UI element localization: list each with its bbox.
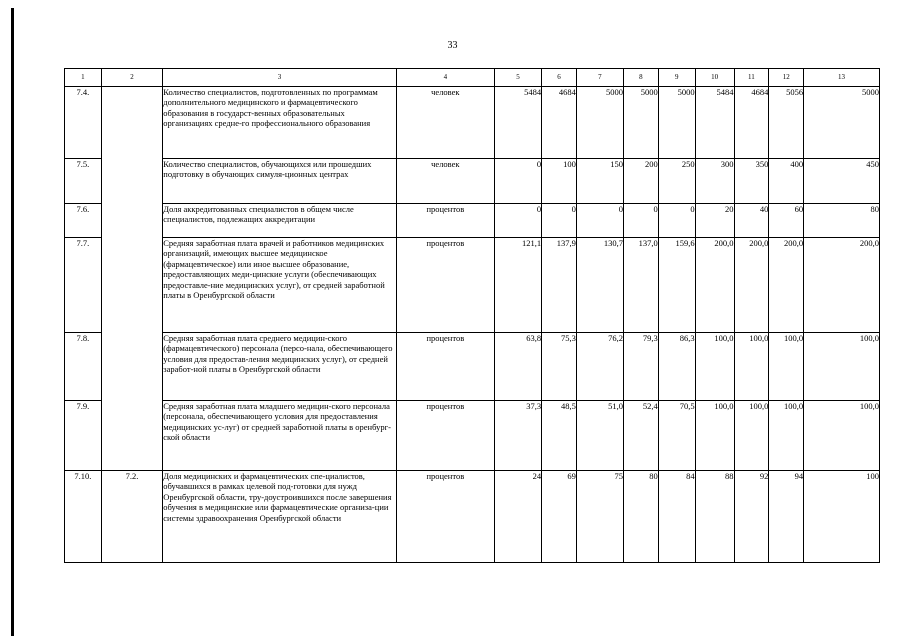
row-number: 7.6. bbox=[65, 204, 102, 238]
value-cell: 94 bbox=[769, 471, 804, 563]
value-cell: 80 bbox=[623, 471, 658, 563]
value-cell: 100 bbox=[542, 159, 577, 204]
indicator-description: Доля медицинских и фармацевтических спе-циалистов, обучавшихся в рамках целевой под-готовки для нужд Оренбургской области, тру-доустроившихся после завершения обучения в медицинские или фармацевтические организа-ции системы здравоохранения Оренбургской области bbox=[163, 471, 396, 563]
value-cell: 100,0 bbox=[695, 333, 734, 401]
row-number: 7.8. bbox=[65, 333, 102, 401]
value-cell: 0 bbox=[658, 204, 695, 238]
indicator-description: Средняя заработная плата врачей и работников медицинских организаций, имеющих высшее медицинское (фармацевтическое) или иное высшее образование, предоставляющих меди-цинские услуги (обеспечивающих предоставле-ние медицинских услуг), от средней заработной платы в Оренбургской области bbox=[163, 238, 396, 333]
value-cell: 0 bbox=[576, 204, 623, 238]
value-cell: 150 bbox=[576, 159, 623, 204]
value-cell: 100,0 bbox=[734, 333, 769, 401]
value-cell: 88 bbox=[695, 471, 734, 563]
value-cell: 80 bbox=[804, 204, 880, 238]
value-cell: 5484 bbox=[494, 87, 541, 159]
header-cell: 2 bbox=[101, 69, 162, 87]
row-number: 7.5. bbox=[65, 159, 102, 204]
row-number: 7.9. bbox=[65, 401, 102, 471]
unit-cell: процентов bbox=[396, 333, 494, 401]
indicators-table bbox=[64, 68, 880, 563]
value-cell: 100,0 bbox=[769, 333, 804, 401]
value-cell: 5000 bbox=[658, 87, 695, 159]
value-cell: 5000 bbox=[623, 87, 658, 159]
table-row bbox=[65, 238, 880, 333]
value-cell: 130,7 bbox=[576, 238, 623, 333]
value-cell: 20 bbox=[695, 204, 734, 238]
value-cell: 86,3 bbox=[658, 333, 695, 401]
value-cell: 0 bbox=[542, 204, 577, 238]
unit-cell: человек bbox=[396, 159, 494, 204]
row-number: 7.4. bbox=[65, 87, 102, 159]
value-cell: 4684 bbox=[542, 87, 577, 159]
value-cell: 5000 bbox=[576, 87, 623, 159]
ref-number bbox=[101, 87, 162, 471]
header-cell: 5 bbox=[494, 69, 541, 87]
value-cell: 137,9 bbox=[542, 238, 577, 333]
table-row bbox=[65, 204, 880, 238]
value-cell: 100 bbox=[804, 471, 880, 563]
value-cell: 200 bbox=[623, 159, 658, 204]
value-cell: 100,0 bbox=[804, 333, 880, 401]
value-cell: 75 bbox=[576, 471, 623, 563]
value-cell: 400 bbox=[769, 159, 804, 204]
value-cell: 250 bbox=[658, 159, 695, 204]
header-row bbox=[65, 69, 880, 87]
value-cell: 200,0 bbox=[695, 238, 734, 333]
header-cell: 7 bbox=[576, 69, 623, 87]
value-cell: 70,5 bbox=[658, 401, 695, 471]
header-cell: 6 bbox=[542, 69, 577, 87]
table-row bbox=[65, 471, 880, 563]
value-cell: 69 bbox=[542, 471, 577, 563]
table-row bbox=[65, 333, 880, 401]
value-cell: 450 bbox=[804, 159, 880, 204]
value-cell: 159,6 bbox=[658, 238, 695, 333]
value-cell: 75,3 bbox=[542, 333, 577, 401]
header-cell: 1 bbox=[65, 69, 102, 87]
value-cell: 92 bbox=[734, 471, 769, 563]
value-cell: 100,0 bbox=[804, 401, 880, 471]
table-row bbox=[65, 401, 880, 471]
indicator-description: Средняя заработная плата среднего медицин-ского (фармацевтического) персонала (персо-нала, обеспечивающего условия для предостав-ления медицинских услуг), от средней заработ-ной платы в Оренбургской области bbox=[163, 333, 396, 401]
value-cell: 100,0 bbox=[734, 401, 769, 471]
value-cell: 137,0 bbox=[623, 238, 658, 333]
page-binding-bar bbox=[11, 8, 14, 636]
value-cell: 5484 bbox=[695, 87, 734, 159]
unit-cell: процентов bbox=[396, 238, 494, 333]
header-cell: 4 bbox=[396, 69, 494, 87]
value-cell: 200,0 bbox=[769, 238, 804, 333]
indicator-description: Количество специалистов, подготовленных по программам дополнительного медицинского и фармацевтического образования в государст-венных образовательных организациях средне-го профессионального образования bbox=[163, 87, 396, 159]
value-cell: 0 bbox=[494, 204, 541, 238]
value-cell: 48,5 bbox=[542, 401, 577, 471]
value-cell: 0 bbox=[494, 159, 541, 204]
header-cell: 10 bbox=[695, 69, 734, 87]
value-cell: 121,1 bbox=[494, 238, 541, 333]
row-number: 7.10. bbox=[65, 471, 102, 563]
value-cell: 63,8 bbox=[494, 333, 541, 401]
value-cell: 4684 bbox=[734, 87, 769, 159]
value-cell: 100,0 bbox=[769, 401, 804, 471]
value-cell: 52,4 bbox=[623, 401, 658, 471]
value-cell: 51,0 bbox=[576, 401, 623, 471]
header-cell: 13 bbox=[804, 69, 880, 87]
header-cell: 11 bbox=[734, 69, 769, 87]
value-cell: 200,0 bbox=[734, 238, 769, 333]
value-cell: 100,0 bbox=[695, 401, 734, 471]
header-cell: 8 bbox=[623, 69, 658, 87]
indicator-description: Средняя заработная плата младшего медицин-ского персонала (персонала, обеспечивающего условия для предоставления медицинских ус-луг) от средней заработной платы в оренбург-ской области bbox=[163, 401, 396, 471]
unit-cell: процентов bbox=[396, 401, 494, 471]
table-row bbox=[65, 159, 880, 204]
unit-cell: человек bbox=[396, 87, 494, 159]
value-cell: 24 bbox=[494, 471, 541, 563]
unit-cell: процентов bbox=[396, 471, 494, 563]
row-number: 7.7. bbox=[65, 238, 102, 333]
value-cell: 200,0 bbox=[804, 238, 880, 333]
value-cell: 79,3 bbox=[623, 333, 658, 401]
value-cell: 84 bbox=[658, 471, 695, 563]
value-cell: 40 bbox=[734, 204, 769, 238]
value-cell: 300 bbox=[695, 159, 734, 204]
indicator-description: Доля аккредитованных специалистов в общем числе специалистов, подлежащих аккредитации bbox=[163, 204, 396, 238]
ref-number: 7.2. bbox=[101, 471, 162, 563]
value-cell: 5000 bbox=[804, 87, 880, 159]
value-cell: 350 bbox=[734, 159, 769, 204]
value-cell: 5056 bbox=[769, 87, 804, 159]
unit-cell: процентов bbox=[396, 204, 494, 238]
table-row bbox=[65, 87, 880, 159]
value-cell: 0 bbox=[623, 204, 658, 238]
value-cell: 37,3 bbox=[494, 401, 541, 471]
value-cell: 60 bbox=[769, 204, 804, 238]
header-cell: 3 bbox=[163, 69, 396, 87]
value-cell: 76,2 bbox=[576, 333, 623, 401]
page-number: 33 bbox=[447, 40, 458, 51]
header-cell: 12 bbox=[769, 69, 804, 87]
indicator-description: Количество специалистов, обучающихся или прошедших подготовку в обучающих симуля-ционных центрах bbox=[163, 159, 396, 204]
header-cell: 9 bbox=[658, 69, 695, 87]
